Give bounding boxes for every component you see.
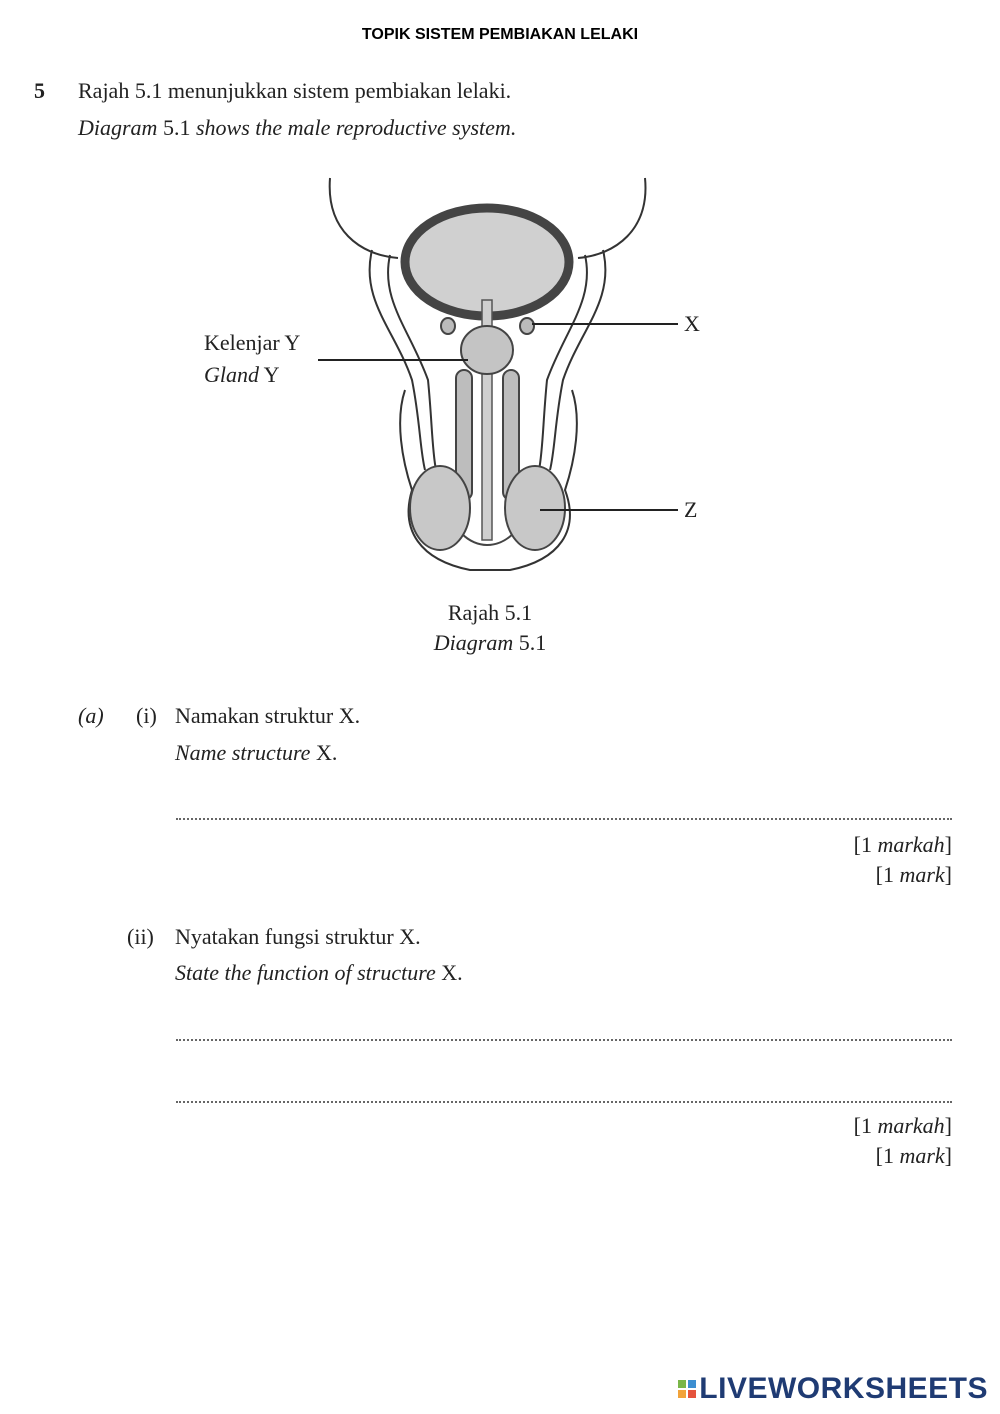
part-a-label: (a)	[78, 703, 104, 728]
diagram-caption-ms: Rajah 5.1	[447, 600, 533, 625]
a-i-en-letter: X.	[310, 740, 338, 765]
body-contour-left	[330, 178, 398, 258]
marks-a-ii-en: [1 mark]	[875, 1143, 952, 1168]
gland-en-italic: Gland	[204, 362, 259, 387]
answer-line-a-ii-2[interactable]	[176, 1101, 952, 1103]
logo-grid-icon	[678, 1380, 696, 1398]
caption-en-num: 5.1	[513, 630, 547, 655]
marks-a-ii-ms: [1 markah]	[853, 1113, 952, 1138]
label-x: X	[684, 311, 700, 336]
liveworksheets-logo[interactable]	[678, 1372, 988, 1406]
label-gland-y-ms: Kelenjar Y	[204, 330, 301, 355]
part-a-i-question-en	[175, 740, 337, 766]
seminal-vesicle-left	[441, 318, 455, 334]
part-a-i-number: (i)	[136, 703, 157, 728]
intro-en-num: 5.1	[157, 115, 196, 140]
answer-line-a-ii-1[interactable]	[176, 1039, 952, 1041]
marks-a-i-en: [1 mark]	[875, 862, 952, 887]
label-gland-y-en	[204, 362, 280, 388]
question-intro-ms: Rajah 5.1 menunjukkan sistem pembiakan lelaki.	[78, 78, 512, 103]
answer-line-a-i[interactable]	[176, 818, 952, 820]
gland-en-letter: Y	[259, 362, 280, 387]
part-a-ii-question-en	[175, 960, 463, 986]
intro-en-rest: shows the male reproductive system.	[195, 115, 517, 140]
label-z: Z	[684, 497, 698, 522]
worksheet-title: TOPIK SISTEM PEMBIAKAN LELAKI	[361, 26, 639, 43]
prostate-gland	[461, 326, 513, 374]
marks-a-i-ms: [1 markah]	[853, 832, 952, 857]
caption-en-italic: Diagram	[433, 630, 514, 655]
seminal-vesicle-right	[520, 318, 534, 334]
question-number: 5	[34, 78, 45, 103]
testis-right	[505, 466, 565, 550]
body-contour-right	[578, 178, 645, 258]
a-ii-en-letter: X.	[435, 960, 463, 985]
testis-left	[410, 466, 470, 550]
part-a-ii-question-ms: Nyatakan fungsi struktur X.	[175, 924, 421, 949]
logo-text: LIVEWORKSHEETS	[699, 1372, 988, 1405]
part-a-i-question-ms: Namakan struktur X.	[175, 703, 361, 728]
male-reproductive-diagram	[0, 0, 1000, 600]
a-i-en-italic: Name structure	[175, 740, 311, 765]
a-ii-en-italic: State the function of structure	[175, 960, 436, 985]
intro-en-italic: Diagram	[78, 115, 158, 140]
part-a-ii-number: (ii)	[127, 924, 154, 949]
diagram-caption-en	[0, 630, 990, 656]
